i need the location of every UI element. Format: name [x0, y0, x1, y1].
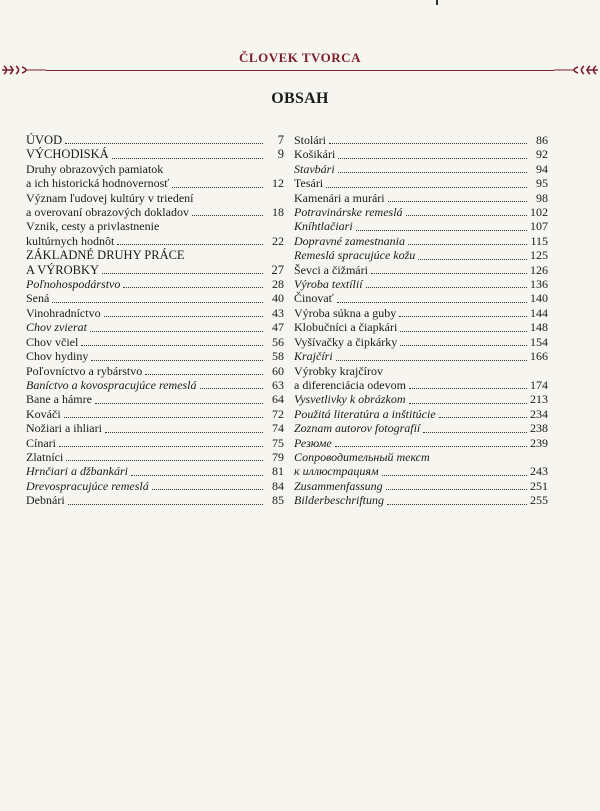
toc-right-column [294, 133, 548, 508]
toc-page-number: 86 [536, 133, 548, 147]
toc-entry-title: ZÁKLADNÉ DRUHY PRÁCE [26, 248, 185, 263]
toc-entry-title: Košikári [294, 147, 336, 162]
toc-entry [26, 407, 284, 421]
toc-entry [26, 450, 284, 464]
dot-leader [200, 388, 263, 389]
toc-page-number: 144 [530, 305, 548, 320]
toc-page-number: 234 [530, 406, 548, 421]
dot-leader [52, 302, 263, 303]
dot-leader [409, 388, 527, 389]
toc-entry-title: Krajčíri [294, 349, 333, 364]
toc-entry [294, 133, 548, 147]
running-header [0, 50, 600, 74]
toc-entry [294, 248, 548, 262]
toc-page-number: 174 [530, 377, 548, 392]
scan-mark [436, 0, 438, 5]
dot-leader [64, 417, 263, 418]
dot-leader [400, 331, 527, 332]
toc-entry [294, 162, 548, 176]
toc-entry-title: Vysvetlivky k obrázkom [294, 392, 406, 407]
toc-entry-title: Tesári [294, 176, 324, 191]
toc-entry [294, 364, 548, 393]
page-title: OBSAH [271, 90, 329, 107]
toc-entry [26, 320, 284, 334]
toc-entry-title: Význam ľudovej kultúry v triedení [26, 190, 194, 205]
toc-entry-title: Remeslá spracujúce kožu [294, 248, 416, 263]
toc-page-number: 98 [536, 190, 548, 205]
toc-entry [26, 421, 284, 435]
toc-entry-title: Stolári [294, 133, 326, 147]
toc-entry [26, 436, 284, 450]
toc-page-number: 64 [272, 392, 284, 407]
toc-entry-title: Ševci a čižmári [294, 262, 368, 277]
dot-leader [90, 331, 263, 332]
dot-leader [65, 143, 263, 144]
dot-leader [104, 316, 263, 317]
toc-page-number: 47 [272, 320, 284, 335]
toc-entry-title: Vinohradníctvo [26, 305, 101, 320]
toc-page-number: 28 [272, 277, 284, 292]
toc-entry [26, 219, 284, 248]
dot-leader [326, 187, 527, 188]
toc-entry-title: к иллюстрациям [294, 464, 379, 479]
toc-page-number: 7 [277, 133, 284, 147]
toc-entry-title: ÚVOD [26, 133, 63, 147]
dot-leader [66, 460, 263, 461]
toc-entry-title: Vznik, cesty a privlastnenie [26, 219, 160, 234]
toc-entry [294, 205, 548, 219]
dot-leader [172, 187, 263, 188]
toc-entry [26, 306, 284, 320]
toc-entry [26, 248, 284, 277]
toc-page-number: 92 [536, 147, 548, 162]
toc-entry [26, 392, 284, 406]
toc-page-number: 251 [530, 478, 548, 493]
toc-entry-title: Sená [26, 291, 50, 306]
toc-page-number: 136 [530, 277, 548, 292]
dot-leader [406, 215, 527, 216]
toc-entry-title: Kamenári a murári [294, 190, 385, 205]
header-rule [46, 70, 554, 71]
toc-entry-title: Potravinárske remeslá [294, 205, 403, 220]
toc-entry [294, 436, 548, 450]
toc-entry-title: Zusammenfassung [294, 478, 383, 493]
toc-entry [26, 493, 284, 507]
dot-leader [68, 504, 263, 505]
toc-page-number: 84 [272, 478, 284, 493]
toc-page-number: 56 [272, 334, 284, 349]
header-title: ČLOVEK TVORCA [239, 50, 361, 65]
toc-page-number: 43 [272, 305, 284, 320]
toc-page-number: 213 [530, 392, 548, 407]
toc-page-number: 60 [272, 363, 284, 378]
toc-entry-title: a overovaní obrazových dokladov [26, 205, 189, 220]
dot-leader [386, 489, 527, 490]
toc-entry-title: Klobučníci a čiapkári [294, 320, 398, 335]
toc-page-number: 79 [272, 449, 284, 464]
toc-page-number: 115 [530, 233, 548, 248]
toc-entry [294, 306, 548, 320]
toc-left-column [26, 133, 284, 508]
toc-entry [294, 291, 548, 305]
toc-entry [294, 335, 548, 349]
toc-page-number: 239 [530, 435, 548, 450]
toc-entry-title: Zlatníci [26, 449, 64, 464]
toc-entry-title: Poľovníctvo a rybárstvo [26, 363, 143, 378]
toc-entry-title: Druhy obrazových pamiatok [26, 161, 164, 176]
toc-entry [294, 349, 548, 363]
toc-page-number: 238 [530, 421, 548, 436]
toc-entry [294, 407, 548, 421]
toc-entry [294, 450, 548, 479]
toc-page-number: 126 [530, 262, 548, 277]
toc-entry [294, 219, 548, 233]
toc-entry [294, 392, 548, 406]
toc-entry-title: Výroba súkna a guby [294, 305, 397, 320]
toc-page-number: 102 [530, 205, 548, 220]
toc-page-number: 81 [272, 464, 284, 479]
dot-leader [356, 230, 527, 231]
toc-page-number: 85 [272, 493, 284, 508]
toc-entry-title: a ich historická hodnovernosť [26, 176, 170, 191]
toc-entry-title: Chov včiel [26, 334, 79, 349]
toc-entry [26, 162, 284, 191]
toc-page-number: 75 [272, 435, 284, 450]
dot-leader [131, 475, 263, 476]
dot-leader [418, 259, 527, 260]
toc-page-number: 154 [530, 334, 548, 349]
toc-entry [294, 493, 548, 507]
toc-entry [26, 133, 284, 147]
toc-entry-title: Hrnčiari a džbankári [26, 464, 128, 479]
toc-entry-title: Drevospracujúce remeslá [26, 478, 149, 493]
dot-leader [91, 360, 263, 361]
toc-entry-title: Chov hydiny [26, 349, 89, 364]
dot-leader [439, 417, 527, 418]
toc-entry-title: Použitá literatúra a inštitúcie [294, 406, 436, 421]
dot-leader [102, 273, 263, 274]
dot-leader [399, 316, 527, 317]
toc-page-number: 243 [530, 464, 548, 479]
toc-entry [26, 335, 284, 349]
dot-leader [95, 403, 263, 404]
dot-leader [336, 360, 527, 361]
toc-entry [294, 421, 548, 435]
dot-leader [81, 345, 263, 346]
toc-page-number: 166 [530, 349, 548, 364]
dot-leader [117, 244, 263, 245]
dot-leader [423, 432, 527, 433]
toc-entry-title: kultúrnych hodnôt [26, 233, 115, 248]
toc-entry-title: Kováči [26, 406, 61, 421]
toc-page-number: 107 [530, 219, 548, 234]
dot-leader [105, 432, 263, 433]
dot-leader [338, 172, 527, 173]
toc-entry [26, 364, 284, 378]
toc-entry-title: Cínari [26, 435, 56, 450]
dot-leader [112, 158, 263, 159]
toc-entry-title: Kníhtlačiari [294, 219, 353, 234]
toc-page-number: 95 [536, 176, 548, 191]
toc-entry [26, 147, 284, 161]
toc-entry-title: Vyšívačky a čipkárky [294, 334, 398, 349]
toc-page-number: 63 [272, 377, 284, 392]
ornament-right-icon [554, 62, 600, 78]
toc-entry-title: VÝCHODISKÁ [26, 147, 109, 162]
dot-leader [388, 201, 527, 202]
toc-entry-title: Резюме [294, 435, 332, 450]
toc-entry-title: Debnári [26, 493, 65, 508]
dot-leader [335, 446, 527, 447]
toc-entry [26, 479, 284, 493]
toc-entry [294, 263, 548, 277]
dot-leader [382, 475, 527, 476]
toc-entry-title: Bilderbeschriftung [294, 493, 384, 508]
toc-entry [294, 234, 548, 248]
dot-leader [409, 403, 527, 404]
toc-page-number: 9 [277, 147, 284, 162]
dot-leader [152, 489, 263, 490]
dot-leader [408, 244, 527, 245]
toc-entry-title: Výrobky krajčírov [294, 363, 383, 378]
dot-leader [329, 143, 527, 144]
toc-entry-title: Zoznam autorov fotografií [294, 421, 421, 436]
toc-page-number: 18 [272, 205, 284, 220]
toc-entry [26, 378, 284, 392]
toc-entry-title: Stavbári [294, 161, 335, 176]
toc-page-number: 125 [530, 248, 548, 263]
toc-entry [294, 277, 548, 291]
dot-leader [123, 287, 263, 288]
toc-entry [294, 479, 548, 493]
toc-page-number: 74 [272, 421, 284, 436]
toc-entry [26, 349, 284, 363]
toc-page-number: 94 [536, 161, 548, 176]
toc-entry-title: A VÝROBKY [26, 262, 100, 277]
toc-entry [294, 147, 548, 161]
toc-page-number: 140 [530, 291, 548, 306]
dot-leader [192, 215, 263, 216]
toc-entry [294, 176, 548, 190]
toc-entry-title: a diferenciácia odevom [294, 377, 406, 392]
toc-page-number: 12 [272, 176, 284, 191]
toc-entry-title: Dopravné zamestnania [294, 233, 405, 248]
toc-entry-title: Výroba textílií [294, 277, 363, 292]
toc-entry [26, 191, 284, 220]
toc-entry-title: Baníctvo a kovospracujúce remeslá [26, 377, 197, 392]
dot-leader [338, 158, 527, 159]
toc-entry-title: Chov zvierat [26, 320, 87, 335]
toc-entry [294, 191, 548, 205]
toc-entry [26, 291, 284, 305]
dot-leader [400, 345, 527, 346]
toc-page-number: 72 [272, 406, 284, 421]
dot-leader [337, 302, 527, 303]
dot-leader [366, 287, 527, 288]
toc-page-number: 58 [272, 349, 284, 364]
dot-leader [59, 446, 263, 447]
toc-page-number: 27 [271, 262, 284, 277]
toc-page-number: 255 [530, 493, 548, 508]
toc-entry-title: Nožiari a ihliari [26, 421, 102, 436]
toc-entry-title: Bane a hámre [26, 392, 92, 407]
toc-page-number: 22 [272, 233, 284, 248]
dot-leader [145, 374, 263, 375]
toc-entry-title: Činovať [294, 291, 334, 306]
toc-page-number: 148 [530, 320, 548, 335]
toc-page-number: 40 [272, 291, 284, 306]
toc-entry-title: Poľnohospodárstvo [26, 277, 121, 292]
dot-leader [371, 273, 527, 274]
toc-entry [26, 277, 284, 291]
toc-entry [26, 464, 284, 478]
toc-entry-title: Сопроводительный текст [294, 449, 430, 464]
dot-leader [387, 504, 527, 505]
toc-entry [294, 320, 548, 334]
